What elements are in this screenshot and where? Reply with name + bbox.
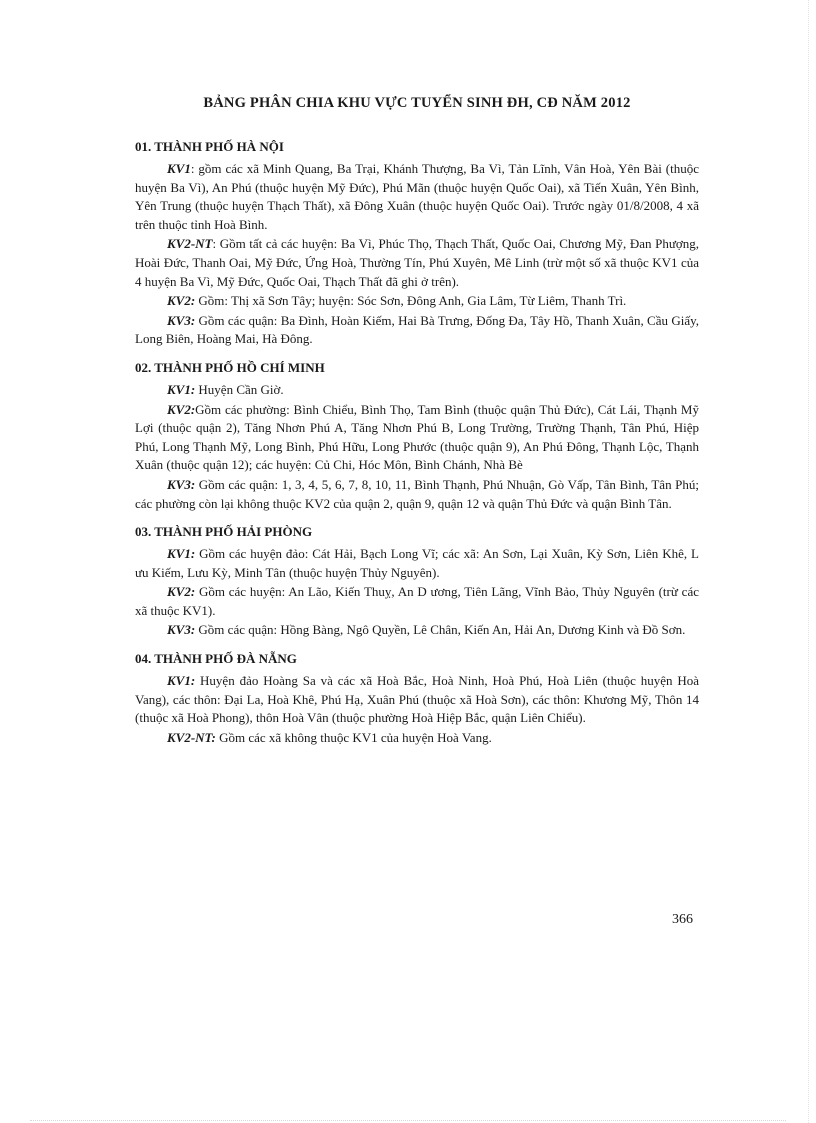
region-paragraph xyxy=(135,621,699,640)
section-heading: 03. THÀNH PHỐ HẢI PHÒNG xyxy=(135,524,313,540)
region-code: KV1: xyxy=(167,546,196,562)
section xyxy=(135,522,699,640)
region-paragraph xyxy=(135,235,699,291)
region-paragraph xyxy=(135,583,699,620)
region-description: Gồm các xã không thuộc KV1 của huyện Hoà Vang. xyxy=(219,729,492,745)
region-paragraph xyxy=(135,545,699,582)
region-description: Gồm các huyện: An Lão, Kiến Thuỵ, An D ương, Tiên Lãng, Vĩnh Bảo, Thủy Nguyên (trừ các xã thuộc KV1). xyxy=(135,584,699,618)
section-heading: 04. THÀNH PHỐ ĐÀ NẴNG xyxy=(135,651,297,667)
region-description: Gồm các phường: Bình Chiểu, Bình Thọ, Tam Bình (thuộc quận Thủ Đức), Cát Lái, Thạnh Mỹ Lợi (thuộc quận 2), Tăng Nhơn Phú A, Tăng Nhơn Phú B, Long Trường, Trường Thạnh, Tân Phú, Hiệp Phú, Long Thạnh Mỹ, Long Bình, Phú Hữu, Long Phước (thuộc quận 9), An Phú Đông, Thạnh Lộc, Thạnh Xuân (thuộc quận 12); các huyện: Củ Chi, Hóc Môn, Bình Chánh, Nhà Bè xyxy=(135,401,699,473)
region-paragraph xyxy=(135,729,699,748)
region-code: KV2-NT: xyxy=(167,729,216,745)
section-heading: 02. THÀNH PHỐ HỒ CHÍ MINH xyxy=(135,359,325,375)
region-paragraph xyxy=(135,672,699,728)
region-description: Gồm các quận: Hồng Bàng, Ngô Quyền, Lê Chân, Kiến An, Hải An, Dương Kinh và Đồ Sơn. xyxy=(198,622,686,638)
region-description: Gồm: Thị xã Sơn Tây; huyện: Sóc Sơn, Đông Anh, Gia Lâm, Từ Liêm, Thanh Trì. xyxy=(198,293,627,309)
region-paragraph xyxy=(135,381,699,400)
region-paragraph xyxy=(135,476,699,513)
section-heading: 01. THÀNH PHỐ HÀ NỘI xyxy=(135,139,284,154)
region-code: KV2: xyxy=(167,401,196,417)
page-number: 366 xyxy=(672,912,693,927)
region-description: Gồm các quận: 1, 3, 4, 5, 6, 7, 8, 10, 11, Bình Thạnh, Phú Nhuận, Gò Vấp, Tân Bình, Tân Phú; các phường còn lại không thuộc KV2 của quận 2, quận 9, quận 12 và quận Thủ Đức và quận Bình Tân. xyxy=(135,476,700,511)
sections-container xyxy=(135,137,699,756)
section xyxy=(135,649,699,747)
region-paragraph xyxy=(135,312,699,349)
region-paragraph xyxy=(135,292,699,311)
region-code: KV2: xyxy=(167,584,196,600)
region-description: Huyện Cần Giờ. xyxy=(198,381,284,397)
region-code: KV1 xyxy=(167,161,191,176)
region-code: KV3: xyxy=(167,476,196,492)
page-title: BẢNG PHÂN CHIA KHU VỰC TUYỂN SINH ĐH, CĐ NĂM 2012 xyxy=(203,95,631,111)
section xyxy=(135,358,699,513)
region-code: KV1: xyxy=(167,381,196,397)
page-right-border xyxy=(808,0,809,1123)
region-description: Gồm tất cả các huyện: Ba Vì, Phúc Thọ, Thạch Thất, Quốc Oai, Chương Mỹ, Đan Phượng, Hoài Đức, Thanh Oai, Mỹ Đức, Ứng Hoà, Thường Tín, Phú Xuyên, Mê Linh (trừ một số xã thuộc KV1 của 4 huyện Ba Vì, Mỹ Đức, Quốc Oai, Thạch Thất đã ghi ở trên). xyxy=(135,236,699,289)
region-description: gồm các xã Minh Quang, Ba Trại, Khánh Thượng, Ba Vì, Tản Lĩnh, Vân Hoà, Yên Bài (thuộc huyện Ba Vì), An Phú (thuộc huyện Mỹ Đức), Phú Mãn (thuộc huyện Quốc Oai), xã Tiến Xuân, Yên Bình, Yên Trung (thuộc huyện Thạch Thất), xã Đông Xuân (thuộc huyện Quốc Oai). Trước ngày 01/8/2008, 4 xã trên thuộc tỉnh Hoà Bình. xyxy=(135,161,699,232)
region-paragraph xyxy=(135,160,699,234)
region-separator: : xyxy=(212,236,220,252)
section xyxy=(135,137,699,349)
region-description: Huyện đảo Hoàng Sa và các xã Hoà Bắc, Hoà Ninh, Hoà Phú, Hoà Liên (thuộc huyện Hoà Vang), các thôn: Đại La, Hoà Khê, Phú Hạ, Xuân Phú (thuộc xã Hoà Sơn), các thôn: Khương Mỹ, Thôn 14 (thuộc xã Hoà Phong), thôn Hoà Vân (thuộc phường Hoà Hiệp Bắc, quận Liên Chiểu). xyxy=(135,673,699,726)
page-bottom-border xyxy=(30,1120,786,1121)
region-code: KV3: xyxy=(167,622,196,638)
region-description: Gồm các huyện đảo: Cát Hải, Bạch Long Vĩ; các xã: An Sơn, Lại Xuân, Kỳ Sơn, Liên Khê, L ưu Kiếm, Lưu Kỳ, Minh Tân (thuộc huyện Thủy Nguyên). xyxy=(135,546,699,580)
region-description: Gồm các quận: Ba Đình, Hoàn Kiếm, Hai Bà Trưng, Đống Đa, Tây Hồ, Thanh Xuân, Cầu Giấy, Long Biên, Hoàng Mai, Hà Đông. xyxy=(135,312,699,347)
region-code: KV2-NT xyxy=(167,236,213,252)
region-code: KV2: xyxy=(167,293,196,309)
region-paragraph xyxy=(135,401,699,475)
region-separator: : xyxy=(190,161,199,176)
region-code: KV3: xyxy=(167,312,196,328)
region-code: KV1: xyxy=(167,673,196,689)
